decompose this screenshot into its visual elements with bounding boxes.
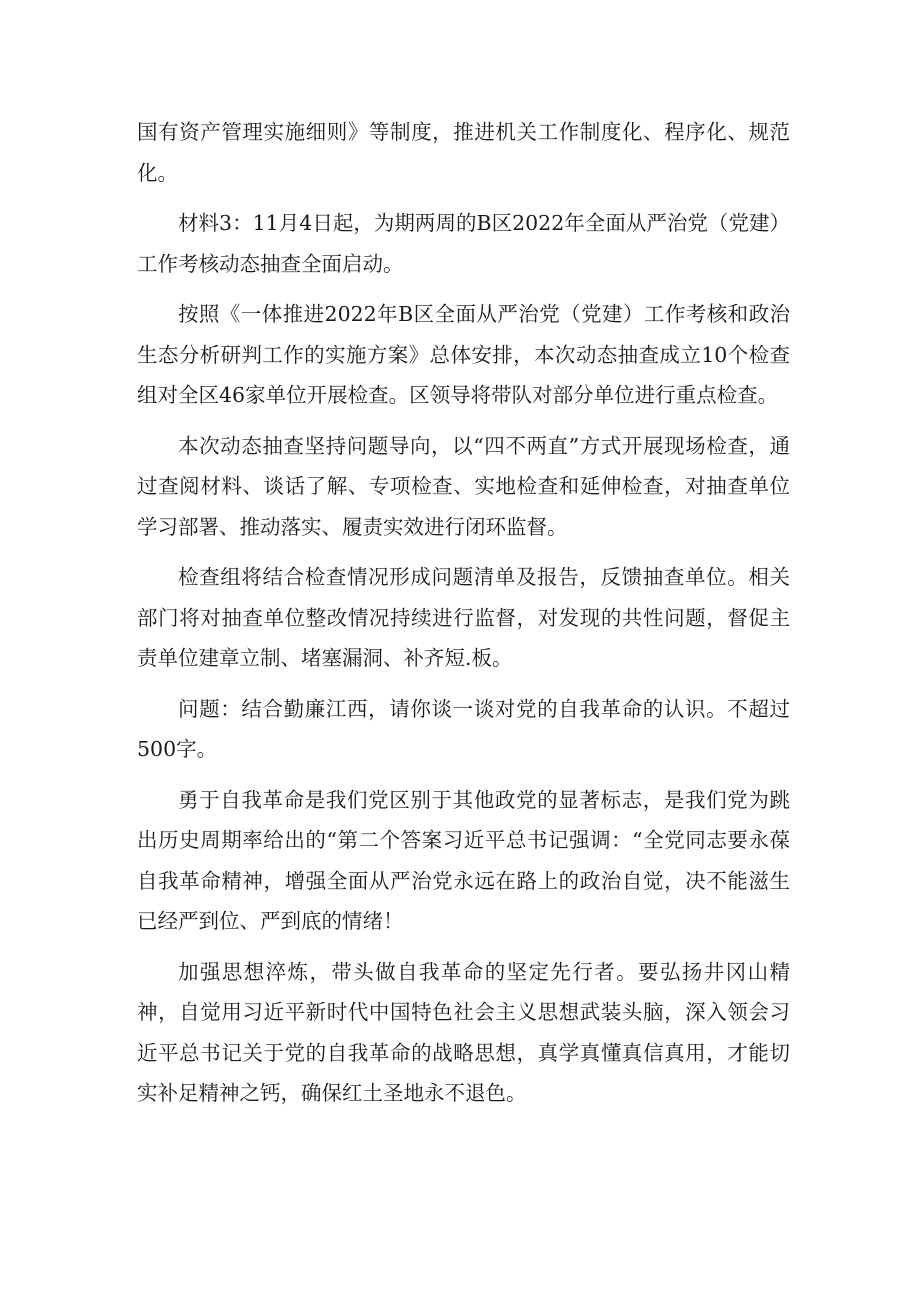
- paragraph-continued: 国有资产管理实施细则》等制度，推进机关工作制度化、程序化、规范化。: [137, 120, 790, 185]
- paragraph-material-3: 材料3：11月4日起，为期两周的B区2022年全面从严治党（党建）工作考核动态抽查全面启动。: [137, 211, 790, 276]
- paragraph-question: 问题：结合勤廉江西，请你谈一谈对党的自我革命的认识。不超过500字。: [137, 696, 790, 761]
- paragraph-answer-point-1: 加强思想淬炼，带头做自我革命的坚定先行者。要弘扬井冈山精神，自觉用习近平新时代中国特色社会主义思想武装头脑，深入领会习近平总书记关于党的自我革命的战略思想，真学真懂真信真用，才能切实补足精神之钙，确保红土圣地永不退色。: [137, 959, 790, 1105]
- document-body: [137, 112, 790, 1114]
- paragraph-feedback: 检查组将结合检查情况形成问题清单及报告，反馈抽查单位。相关部门将对抽查单位整改情况持续进行监督，对发现的共性问题，督促主责单位建章立制、堵塞漏洞、补齐短.板。: [137, 565, 790, 670]
- paragraph-answer-intro: 勇于自我革命是我们党区别于其他政党的显著标志，是我们党为跳出历史周期率给出的“第二个答案习近平总书记强调：“全党同志要永葆自我革命精神，增强全面从严治党永远在路上的政治自觉，决不能滋生已经严到位、严到底的情绪！: [137, 787, 790, 933]
- paragraph-inspection-method: 本次动态抽查坚持问题导向，以“四不两直”方式开展现场检查，通过查阅材料、谈话了解、专项检查、实地检查和延伸检查，对抽查单位学习部署、推动落实、履责实效进行闭环监督。: [137, 433, 790, 539]
- paragraph-plan: 按照《一体推进2022年B区全面从严治党（党建）工作考核和政治生态分析研判工作的实施方案》总体安排，本次动态抽查成立10个检查组对全区46家单位开展检查。区领导将带队对部分单位进行重点检查。: [137, 302, 790, 407]
